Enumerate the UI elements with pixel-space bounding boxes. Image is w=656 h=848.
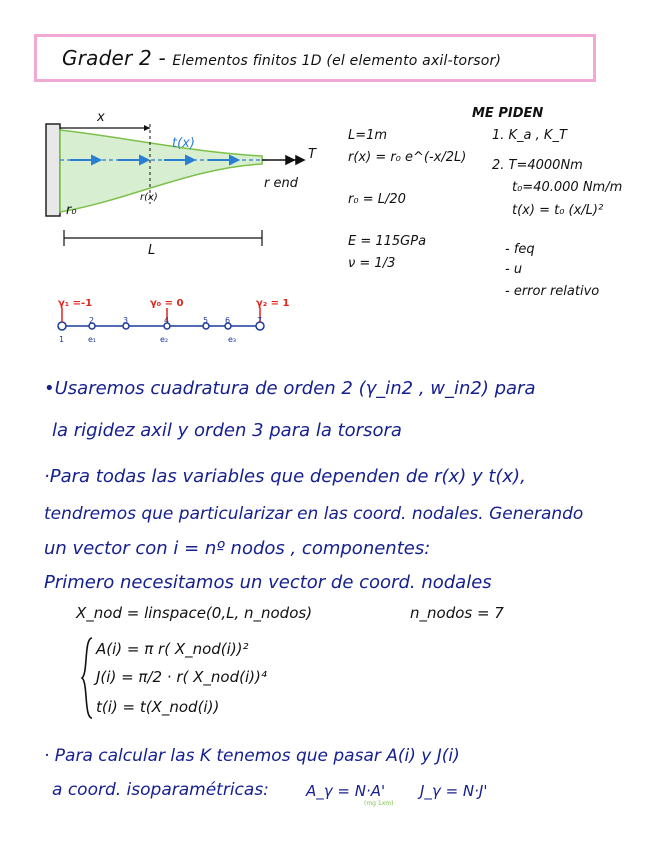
element-label-1: e₁ <box>88 335 97 344</box>
given-L: L=1m <box>348 128 388 143</box>
wall-support <box>46 124 60 216</box>
nnodos-value: n_nodos = 7 <box>410 604 504 622</box>
t-label: t(x) <box>172 136 195 151</box>
title-main: Grader 2 - <box>62 46 166 70</box>
given-nu: ν = 1/3 <box>348 256 396 271</box>
bc-label-2: γ₀ = 0 <box>150 298 184 309</box>
r0-label: r₀ <box>66 203 77 218</box>
text-line-9: a coord. isoparamétricas: <box>52 780 269 800</box>
text-line-8: · Para calcular las K tenemos que pasar A(i) y J(i) <box>44 746 460 766</box>
ask-u: - u <box>505 262 523 277</box>
text-line-6: Primero necesitamos un vector de coord. nodales <box>44 572 492 593</box>
equation-A: A(i) = π r( X_nod(i))² <box>96 640 249 658</box>
node-label-2: 2 <box>89 316 95 325</box>
equation-t: t(i) = t(X_nod(i)) <box>96 698 220 716</box>
L-label: L <box>148 243 156 258</box>
x-label: x <box>97 110 105 125</box>
iso-J: J_γ = N·J' <box>420 782 488 800</box>
text-line-3: ·Para todas las variables que dependen de r(x) y t(x), <box>44 466 526 487</box>
element-label-2: e₂ <box>160 335 169 344</box>
ask-item-1: 1. K_a , K_T <box>492 128 567 143</box>
equation-J: J(i) = π/2 · r( X_nod(i))⁴ <box>96 668 267 686</box>
given-r0: r₀ = L/20 <box>348 192 406 207</box>
curly-brace <box>80 636 94 720</box>
end-torque-arrow <box>262 156 304 164</box>
tapered-bar <box>60 130 262 212</box>
ask-error: - error relativo <box>505 284 600 299</box>
ask-feq: - feq <box>505 242 535 257</box>
node-label-6: 6 <box>225 316 231 325</box>
node-label-5: 5 <box>203 316 209 325</box>
page-title <box>62 46 501 70</box>
given-r: r(x) = r₀ e^(-x/2L) <box>348 150 467 165</box>
mid-section-label: r(x) <box>140 192 158 203</box>
text-line-5: un vector con i = nº nodos , componentes: <box>44 538 431 559</box>
text-line-2: la rigidez axil y orden 3 para la torsora <box>52 420 402 441</box>
ask-item-2: 2. T=4000Nm <box>492 158 583 173</box>
green-note: (mg 1xm) <box>364 800 394 807</box>
iso-A: A_γ = N·A' <box>306 782 386 800</box>
xnod-definition: X_nod = linspace(0,L, n_nodos) <box>76 604 313 622</box>
title-rest: Elementos finitos 1D (el elemento axil-torsor) <box>172 53 502 69</box>
node-label-3: 3 <box>123 316 129 325</box>
ask-t0: t₀=40.000 Nm/m <box>512 180 623 195</box>
T-label: T <box>308 147 316 162</box>
element-label-3: e₃ <box>228 335 237 344</box>
bc-label-3: γ₂ = 1 <box>256 298 290 309</box>
asks-header: ME PIDEN <box>472 106 544 121</box>
node-label-7: 7 <box>257 316 263 325</box>
given-E: E = 115GPa <box>348 234 427 249</box>
bc-label-1: γ₁ =-1 <box>58 298 93 309</box>
text-line-1: •Usaremos cuadratura de orden 2 (γ_in2 , w_in2) para <box>44 378 536 399</box>
rend-label: r end <box>264 176 298 191</box>
node-label-4: 4 <box>164 316 170 325</box>
text-line-4: tendremos que particularizar en las coord. nodales. Generando <box>44 504 584 524</box>
ask-tx: t(x) = t₀ (x/L)² <box>512 203 604 218</box>
node-label-1: 1 <box>59 335 65 344</box>
